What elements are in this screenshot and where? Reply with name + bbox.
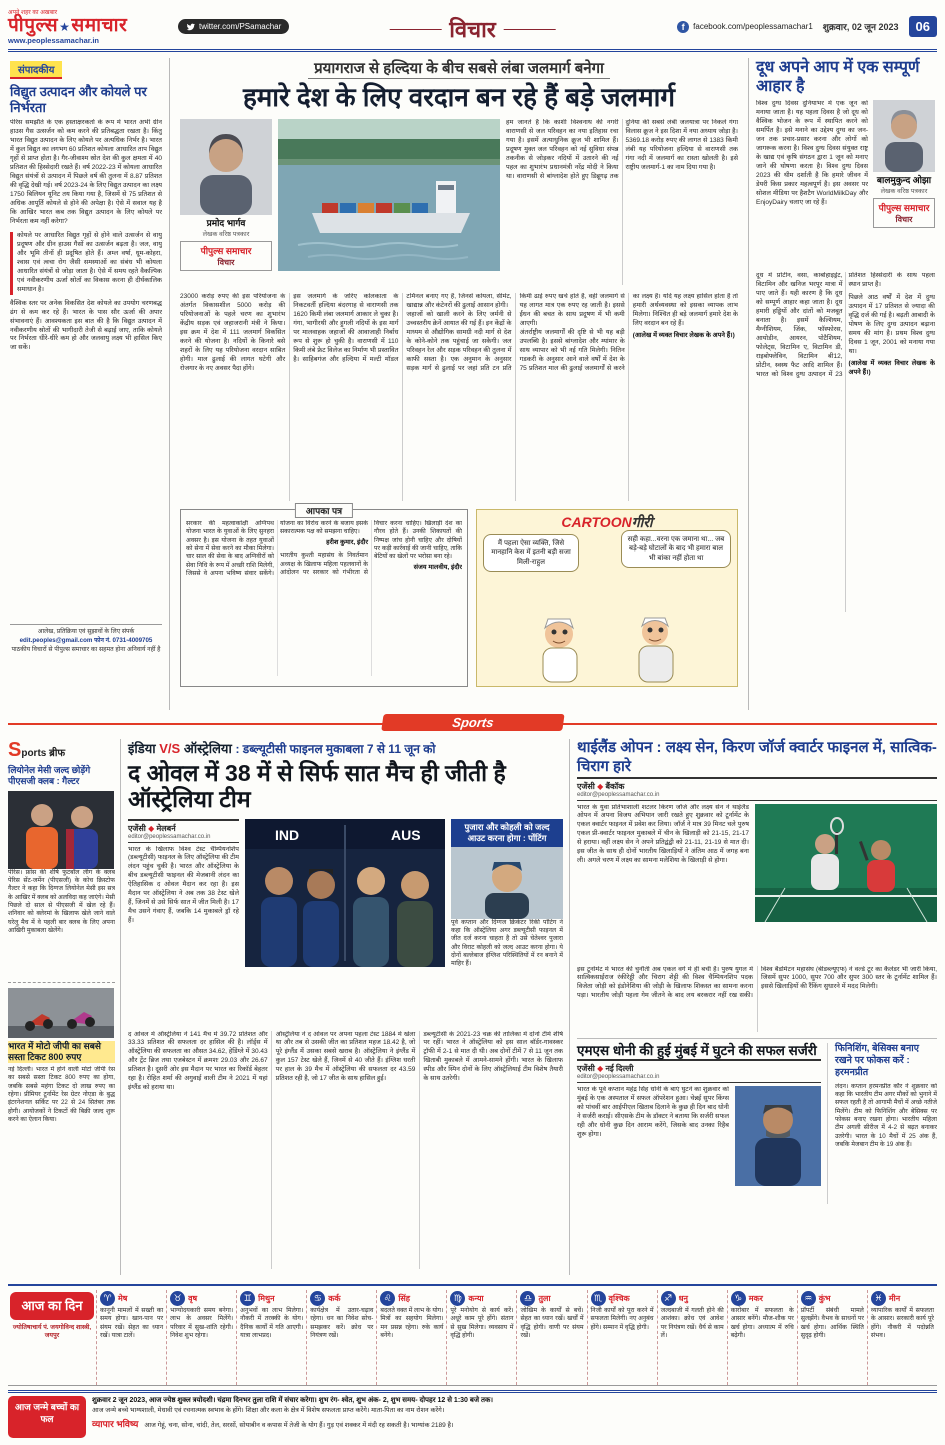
author-name: प्रमोद भार्गव xyxy=(206,217,246,228)
sagittarius-icon: ♐ xyxy=(661,1291,676,1306)
zodiac-text: निजी कार्यों को पूरा करने में सफलता मिलेगी। नए अनुबंध होंगे। सम्मान में वृद्धि होगी। xyxy=(590,1307,654,1331)
zodiac-text: प्रॉपर्टी संबंधी मामले सुलझेंगे। वैभव के साधनों पर खर्च होगा। आर्थिक स्थिति सुदृढ़ होगी। xyxy=(800,1307,864,1340)
sports-banner xyxy=(8,714,937,734)
wtc-headline: द ओवल में 38 में से सिर्फ सात मैच ही जीती है ऑस्ट्रेलिया टीम xyxy=(128,760,506,812)
cartoon-figures xyxy=(497,608,717,684)
contact-email: edit.peoples@gmail.com फोन नं. 0731-4009705 xyxy=(19,636,153,644)
facebook-icon: f xyxy=(677,21,689,33)
pisces-icon: ♓ xyxy=(871,1291,886,1306)
horoscope-strip xyxy=(8,1284,937,1386)
ponting-photo xyxy=(451,847,563,919)
logo-word-1: पीपुल्स xyxy=(8,15,59,37)
kicker-rest: : डब्ल्यूटीसी फाइनल मुकाबला 7 से 11 जून को xyxy=(235,742,436,756)
ornament-right xyxy=(504,29,556,30)
dhoni-text: भारत के पूर्व कप्तान महेंद्र सिंह धोनी के बाएं घुटने का शुक्रवार को मुंबई के एक अस्पताल में सफल ऑपरेशन हुआ। चेन्नई सुपर किंग्स को पांचवीं बार आईपीएल खिताब दिलाने के कुछ ही दिन बाद धोनी ने सर्जरी कराई। सीएसके टीम के डॉक्टर ने बताया कि सर्जरी सफल रही और धोनी कुछ दिन आराम करेंगे, जिसके बाद उनका रिहैब शुरू होगा। xyxy=(577,1085,729,1138)
logo-text xyxy=(8,16,178,36)
byline-diamond-icon: ◆ xyxy=(148,823,155,833)
waterway-ship-photo xyxy=(278,119,500,271)
zodiac-text: पूरे मनोयोग से कार्य करें। अधूरे काम पूरे होंगे। संतान से सुख मिलेगा। व्यवसाय में वृद्धि होगी। xyxy=(450,1307,514,1340)
milk-intro-row xyxy=(756,100,935,268)
milk-para: दूध में प्रोटीन, वसा, कार्बोहाइड्रेट, विटामिन और खनिज भरपूर मात्रा में पाए जाते हैं। यही कारण है कि दूध को सम्पूर्ण आहार कहा जाता है। दूध हमारी हड्डियों और दांतों को मजबूत बनाता है। इसमें कैल्शियम, मैग्नीशियम, जिंक, फॉस्फोरस, आयोडीन, आयरन, पोटैशियम, फोलेट्स, विटामिन ए, विटामिन डी, राइबोफ्लेविन, विटामिन बी12, प्रोटीन, स्वस्थ फैट आदि शामिल हैं। भारत को विश्व दुग्ध उत्पादन में 23 प्रतिशत हिस्सेदारी के साथ पहला स्थान प्राप्त है। xyxy=(756,272,935,379)
editorial-headline: विद्युत उत्पादन और कोयले पर निर्भरता xyxy=(10,84,147,115)
harmanpreet-text: लंदन। कप्तान हरमनप्रीत कौर ने शुक्रवार को कहा कि भारतीय टीम अगर मौकों को भुनाने में सफल रहती है तो आगामी मैचों में अच्छे नतीजे मिलेंगे। टीम को फिनिशिंग और बेसिक्स पर फोकस बनाए रखना होगा। भारतीय महिला टीम अगली सीरीज में 4-2 से बढ़त बनाकर उतरेगी। भारत के 10 मैचों में 25 अंक हैं, जबकि मेजबान टीम के 19 अंक हैं। xyxy=(835,1082,937,1149)
zodiac-text: कारोबार में सफलता के आसार बनेंगे। मौज-शौक पर खर्च होगा। अध्यात्म में रुचि बढ़ेगी। xyxy=(730,1307,794,1340)
milk-credit: (आलेख में व्यक्त विचार लेखक के अपने हैं।) xyxy=(848,360,935,377)
sports-banner-label: Sports xyxy=(381,714,565,731)
zodiac-text: कानूनी मामलों में सख्ती का समय होगा। खान-पान पर संयम रखें। सेहत का ध्यान रखें। यात्रा टालें। xyxy=(100,1307,164,1340)
cancer-icon: ♋ xyxy=(310,1291,325,1306)
zodiac-text: जोखिम के कार्यों से बचें। सेहत का ध्यान रखें। खर्चों में वृद्धि होगी। वाणी पर संयम रखें। xyxy=(520,1307,584,1340)
kicker-australia: ऑस्ट्रेलिया xyxy=(183,741,232,756)
byline-diamond-icon: ◆ xyxy=(597,781,604,791)
author-card xyxy=(180,119,272,287)
logo-tagline: अपने शहर का अखबार xyxy=(8,10,58,17)
main-article-para: जहाजों को खाली करने के लिए जर्मनी से उच्चस्तरीय क्रेनें आयात की गई हैं। इन केंद्रों के माध्यम से औद्योगिक सामग्री नदी मार्ग से देश के कोने-कोने तक पहुंचाई जा सकेगी। जल परिवहन रेल और सड़क परिवहन की तुलना में काफी सस्ता है। एक अनुमान के अनुसार सड़क मार्ग से ढुलाई पर जहां प्रति टन प्रति किमी ढाई रुपए खर्च होते हैं, वहीं जलमार्ग से यह लागत मात्र एक रुपए रह जाती है। इससे ईंधन की बचत के साथ प्रदूषण में भी कमी आएगी। xyxy=(406,292,625,372)
dhoni-byline-city: नई दिल्ली xyxy=(605,1063,634,1073)
wtc-para: द ओवल में ऑस्ट्रेलिया ने 141 मैच में 39.72 प्रतिशत और 33.33 प्रतिशत की सफलता दर हासिल की है। लॉर्ड्स में ऑस्ट्रेलिया की सफलता का औसत 34.62, हेडिंग्ले में 30.43 और ट्रेंट ब्रिज तथा एजबेस्टन में क्रमशः 29.03 और 26.67 प्रतिशत है। दूसरी ओर इस मैदान पर भारत का रिकॉर्ड बेहतर रहा है। रोहित शर्मा की अगुवाई वाली टीम ने 2021 में यहां इंग्लैंड को हराया था। xyxy=(128,1030,268,1092)
brief-big-s: S xyxy=(8,739,22,761)
main-article xyxy=(176,58,742,710)
sports-right-column xyxy=(577,739,937,1275)
editorial-para: वैश्विक स्तर पर अनेक विकसित देश कोयले का उपयोग चरणबद्ध ढंग से कम कर रहे हैं। भारत के पास सौर ऊर्जा की अपार संभावनाएं हैं। आवश्यकता इस बात की है कि विद्युत उत्पादन में नवीकरणीय स्रोतों की भागीदारी तेजी से बढ़ाई जाए, ताकि कोयले पर निर्भरता धीरे-धीरे कम हो और जलवायु लक्ष्य भी हासिल किए जा सकें। xyxy=(10,299,162,352)
zodiac-gemini: ♊ मिथुन अनुभवों का लाभ मिलेगा। नौकरी में तरक्की के योग। दैनिक कार्यों में गति आएगी। यात्रा लाभप्रद। xyxy=(236,1290,306,1385)
speech-bubble-2: सही कहा...वरना एक जमाना था... जब बड़े-बड़े घोटालों के बाद भी हमारा बाल भी बांका नहीं होता था xyxy=(621,530,731,568)
editorial-contact xyxy=(10,624,162,654)
milk-author-name: बालमुकुन्द ओझा xyxy=(876,175,932,186)
thailand-continued: इस टूर्नामेंट में भारत की चुनौती अब एकल वर्ग में ही बची है। पुरुष युगल में सात्विकसाईराज रंकीरेड्डी और चिराग शेट्टी की विश्व चैम्पियनशिप पदक विजेता जोड़ी को इंडोनेशिया की जोड़ी के खिलाफ शिकस्त का सामना करना पड़ा। भारतीय जोड़ी पहला गेम जीतने के बाद लय बरकरार नहीं रख सकी। विश्व बैडमिंटन महासंघ (बीडब्ल्यूएफ) ने वर्ल्ड टूर का कैलेंडर भी जारी किया, जिसमें सुपर 1000, सुपर 700 और सुपर 300 स्तर के टूर्नामेंट शामिल हैं। इससे खिलाड़ियों की रैंकिंग सुधारने में मदद मिलेगी। xyxy=(577,965,937,1000)
main-article-para: 23000 करोड़ रुपए की इस परियोजना के अंतर्गत विकासशील 5000 करोड़ की परियोजनाओं के पहले चरण का शुभारंभ केंद्रीय सड़क एवं जहाजरानी मंत्री ने किया। इस क्रम में देश में 111 जलमार्ग विकसित करने की योजना है। नदियों के किनारे बसे शहरों के लिए यह परियोजना वरदान साबित होगी। माल ढुलाई की लागत घटेगी और रोजगार के नए अवसर पैदा होंगे। xyxy=(180,292,286,372)
zodiac-scorpio: ♏ वृश्चिक निजी कार्यों को पूरा करने में सफलता मिलेगी। नए अनुबंध होंगे। सम्मान में वृद्धि होगी। xyxy=(587,1290,657,1385)
editorial-para: पेरिस समझौते के एक हस्ताक्षरकर्ता के रूप में भारत अभी ग्रीन हाउस गैस उत्सर्जन को कम करने की प्रतिबद्धता रखता है। किंतु भारत विद्युत उत्पादन के लिए कोयले पर अत्यधिक निर्भर है। भारत में कुल विद्युत का लगभग 60 प्रतिशत कोयला आधारित ताप विद्युत गृहों से प्राप्त होता है। गैर-जीवाश्म स्रोत देश की कुल क्षमता में 40 प्रतिशत की हिस्सेदारी रखते हैं। वर्ष 2022-23 में कोयला आधारित विद्युत संयंत्रों से उत्पादन में पिछले वर्ष की तुलना में 8.87 प्रतिशत की वृद्धि देखी गई। वर्ष 2023-24 के लिए विद्युत उत्पादन का लक्ष्य 1750 बिलियन यूनिट तय किया गया है, जिसमें से 75 प्रतिशत से अधिक आपूर्ति कोयले से होने की अपेक्षा है। ऐसे में सवाल यह है कि आखिर भारत कब तक विद्युत उत्पादन के लिए कोयले पर निर्भरता कम नहीं करेगा? xyxy=(10,119,162,225)
edition-date: शुक्रवार, 02 जून 2023 xyxy=(822,22,899,32)
main-body-columns xyxy=(180,293,738,501)
twitter-url: twitter.com/PSamachar xyxy=(199,22,282,31)
svg-text:AUS: AUS xyxy=(391,826,421,843)
zodiac-aries: ♈ मेष कानूनी मामलों में सख्ती का समय होगा। खान-पान पर संयम रखें। सेहत का ध्यान रखें। यात्रा टालें। xyxy=(96,1290,166,1385)
brief-header-rest: ports ब्रीफ xyxy=(21,748,66,759)
th-byline-city: बैंकॉक xyxy=(605,781,625,791)
main-article-para: अंतर्राष्ट्रीय जलमार्गों की दृष्टि से भी यह बड़ी उपलब्धि है। इससे बांग्लादेश और म्यांमार के साथ व्यापार को भी नई गति मिलेगी। नितिन गडकरी के अनुसार आने वाले वर्षों में देश के 75 प्रतिशत माल की ढुलाई जलमार्गों से करने का लक्ष्य है। यदि यह लक्ष्य हासिल होता है तो हमारी अर्थव्यवस्था को इसका व्यापक लाभ मिलेगा। निश्चित ही बड़े जलमार्ग हमारे देश के लिए वरदान बन रहे हैं। xyxy=(519,292,738,372)
wtc-para: ऑस्ट्रेलिया ने द ओवल पर अपना पहला टेस्ट 1884 में खेला था और तब से उसकी जीत का प्रतिशत महज 18.42 है, जो पूरे इंग्लैंड में उसका सबसे खराब है। ऑस्ट्रेलिया ने इंग्लैंड में कुल 157 टेस्ट खेले हैं, जिनमें से 40 जीते हैं। इंग्लिश धरती पर हाल के 39 मैच में ऑस्ट्रेलिया की सफलता दर 43.59 प्रतिशत रही है, जो 17 जीत के साथ हासिल हुई। xyxy=(275,1030,416,1083)
milk-brand-logo: पीपुल्स समाचार xyxy=(878,203,930,214)
zodiac-text: भाग्योदयकारी समय बनेगा। लाभ के अवसर मिलेंगे। परिवार में सुख-शांति रहेगी। निवेश शुभ रहेगा। xyxy=(170,1307,234,1340)
taurus-icon: ♉ xyxy=(170,1291,185,1306)
horoscope-title: आज का दिन xyxy=(10,1292,94,1320)
th-byline-agency: एजेंसी xyxy=(577,781,595,791)
wtc-media-row xyxy=(128,819,563,1027)
main-bottom-row xyxy=(180,505,738,687)
section-title xyxy=(389,14,556,44)
contact-line-1: आलेख, प्रतिक्रिया एवं सुझावों के लिए संपर्क xyxy=(37,628,135,636)
main-article-para: हम जानते हैं कि काशी विश्वनाथ की नगरी वाराणसी से जल परिवहन का नया इतिहास रचा गया है। इसमें अत्याधुनिक क्रूज भी शामिल हैं। प्रदूषण मुक्त जल परिवहन को नई सुविधा संपन्न तकनीक से जोड़कर नदियों में उतारने की नई पहल का शुभारंभ प्रधानमंत्री नरेंद्र मोदी ने किया था। वाराणसी से बांग्लादेश होते हुए डिब्रूगढ़ तक दुनिया की सबसे लंबी जलयात्रा पर निकले गंगा विलास क्रूज ने इस दिशा में नया अध्याय जोड़ा है। 5369.18 करोड़ रुपए की लागत से 1383 किमी लंबी यह परियोजना हल्दिया से वाराणसी तक गंगा नदी में जलमार्ग का रास्ता खोलती है। इसे राष्ट्रीय जलमार्ग-1 का नाम दिया गया है। xyxy=(506,118,738,180)
badminton-photo xyxy=(755,804,937,922)
byline-diamond-icon: ◆ xyxy=(597,1063,604,1073)
milk-headline: दूध अपने आप में एक सम्पूर्ण आहार है xyxy=(756,59,920,96)
brief-divider xyxy=(8,982,115,983)
ornament-left xyxy=(389,29,441,30)
milk-intro-text: विश्व दुग्ध दिवस दुनियाभर में एक जून को मनाया जाता है। यह पहला दिवस है जो दूध को वैश्विक भोजन के रूप में स्थापित करने को समर्पित है। इसे मनाने का उद्देश्य दुग्ध का जन-जन तक प्रचार-प्रसार करना और लोगों को जागरूक करना है। विश्व दुग्ध दिवस संयुक्त राष्ट्र के खाद्य एवं कृषि संगठन द्वारा 1 जून को मनाए जाने की घोषणा करता है। विश्व दुग्ध दिवस 2023 की थीम दर्शाती है कि हमारे जीवन में डेयरी किस प्रकार महत्वपूर्ण है। इस अवसर पर सोशल मीडिया पर हैशटैग WorldMilkDay और EnjoyDairy चलाए जा रहे हैं। xyxy=(756,100,868,207)
facebook-handle xyxy=(677,21,813,33)
twitter-handle xyxy=(178,19,289,34)
virgo-icon: ♍ xyxy=(450,1291,465,1306)
author-photo xyxy=(180,119,272,215)
zodiac-aquarius: ♒ कुंभ प्रॉपर्टी संबंधी मामले सुलझेंगे। वैभव के साधनों पर खर्च होगा। आर्थिक स्थिति सुदृढ़ होगी। xyxy=(797,1290,867,1385)
wtc-first-column xyxy=(128,819,239,1027)
cartoon-title-hi: गीरी xyxy=(631,513,653,530)
harmanpreet-headline: फिनिशिंग, बेसिक्स बनाए रखने पर फोकस करें : हरमनप्रीत xyxy=(835,1042,919,1079)
dhoni-byline-email: editor@peoplessamachar.co.in xyxy=(577,1073,660,1080)
astrologer-name: ज्योतिषाचार्य पं. जयगोविन्द शास्त्री, जयपुर xyxy=(12,1323,92,1340)
zodiac-text: जल्दबाजी में गलती होने की आशंका। क्रोध एवं आवेश पर नियंत्रण रखें। धैर्य से काम लें। xyxy=(660,1307,724,1340)
zodiac-text: व्यापारिक कार्यों में सफलता के आसार। सरकारी कार्य पूरे होंगे। नौकरी में पदोन्नति संभव। xyxy=(870,1307,934,1340)
main-intro-text xyxy=(506,119,738,285)
editorial-body xyxy=(10,119,162,619)
leo-icon: ♌ xyxy=(380,1291,395,1306)
brand-box xyxy=(180,241,272,271)
sports-bottom-row xyxy=(577,1038,937,1204)
editorial-column xyxy=(8,58,170,710)
capricorn-icon: ♑ xyxy=(731,1291,746,1306)
newspaper-logo xyxy=(8,8,178,45)
zodiac-text: बदलते वक्त में लाभ के योग। मित्रों का सहयोग मिलेगा। मन प्रसन्न रहेगा। रुके कार्य बनेंगे। xyxy=(380,1307,444,1340)
editorial-para: कोयले पर आधारित विद्युत गृहों से होने वाले उत्सर्जन से वायु प्रदूषण और ग्रीन हाउस गैसों का उत्सर्जन बढ़ता है। जल, वायु और भूमि तीनों ही प्रदूषित होते हैं। अम्ल वर्षा, धूम-कोहरा, श्वास एवं त्वचा रोग जैसी समस्याओं का संबंध भी कोयला आधारित संयंत्रों से जोड़ा जाता है। ऐसे में समय रहते वैकल्पिक एवं नवीकरणीय ऊर्जा स्रोतों का विकास करना ही दीर्घकालिक समाधान है। xyxy=(10,232,162,295)
thailand-byline xyxy=(577,777,937,801)
wtc-article xyxy=(128,739,570,1275)
zodiac-libra: ♎ तुला जोखिम के कार्यों से बचें। सेहत का ध्यान रखें। खर्चों में वृद्धि होगी। वाणी पर संयम रखें। xyxy=(516,1290,586,1385)
dhoni-article xyxy=(577,1043,828,1204)
zodiac-text: अनुभवों का लाभ मिलेगा। नौकरी में तरक्की के योग। दैनिक कार्यों में गति आएगी। यात्रा लाभप्रद। xyxy=(240,1307,304,1340)
main-headline: हमारे देश के लिए वरदान बन रहे हैं बड़े जलमार्ग xyxy=(242,82,676,112)
business-forecast-text: आज गेहूं, चना, सोना, चांदी, तेल, सरसों, सोयाबीन व कपास में तेजी के योग हैं। गुड़ एवं शक्कर में मंदी रह सकती है। भाग्यांक 2189 है। xyxy=(144,1421,454,1429)
zodiac-text: कार्यक्षेत्र में उतार-चढ़ाव रहेगा। धन का निवेश सोच-समझकर करें। क्रोध पर नियंत्रण रखें। xyxy=(310,1307,374,1340)
logo-star-icon: ★ xyxy=(59,20,71,35)
messi-photo xyxy=(8,791,114,869)
milk-author-card xyxy=(873,100,935,268)
byline-agency: एजेंसी xyxy=(128,823,146,833)
masthead-right xyxy=(677,16,937,37)
wtc-byline xyxy=(128,819,239,843)
dhoni-photo xyxy=(735,1086,821,1186)
ponting-text: पूर्व कप्तान और दिग्गज क्रिकेटर रिकी पोंटिंग ने कहा कि ऑस्ट्रेलिया अगर डब्ल्यूटीसी फाइनल में जीत दर्ज करना चाहता है तो उसे चेतेश्वर पुजारा और विराट कोहली को जल्द आउट करना होगा। ये दोनों बल्लेबाज इंग्लिश परिस्थितियों में रन बनाने में माहिर हैं। xyxy=(451,918,563,968)
business-forecast-label: व्यापार भविष्य xyxy=(92,1418,139,1429)
milk-author-photo xyxy=(873,100,935,172)
letter-signature: संजय मालवीय, इंदौर xyxy=(413,563,462,571)
main-media-row xyxy=(180,119,738,287)
bottom-strip-text xyxy=(92,1396,937,1440)
dhoni-byline xyxy=(577,1059,821,1083)
sports-section xyxy=(8,714,937,1280)
birth-result-box: आज जन्मे बच्चों का फल xyxy=(8,1396,86,1438)
messi-brief-headline: लियोनेल मेसी जल्द छोड़ेंगे पीएसजी क्लब : गैल्टर xyxy=(8,765,91,787)
business-forecast xyxy=(92,1418,937,1431)
milk-body-columns xyxy=(756,272,935,612)
milk-article xyxy=(748,58,937,710)
wtc-kicker xyxy=(128,739,563,757)
zodiac-virgo: ♍ कन्या पूरे मनोयोग से कार्य करें। अधूरे काम पूरे होंगे। संतान से सुख मिलेगा। व्यवसाय में वृद्धि होगी। xyxy=(446,1290,516,1385)
section-name: विचार xyxy=(449,17,496,42)
panchang-line: शुक्रवार 2 जून 2023, आज ज्येष्ठ शुक्ल त्रयोदशी। चंद्रमा दिनभर तुला राशि में संचार करेगा। शुभ रंग- श्वेत, शुभ अंक- 2, शुभ समय- दोपहर 12 से 1:30 बजे तक। xyxy=(92,1397,494,1404)
sports-brief-header xyxy=(8,739,115,762)
letters-box xyxy=(180,505,468,687)
zodiac-capricorn: ♑ मकर कारोबार में सफलता के आसार बनेंगे। मौज-शौक पर खर्च होगा। अध्यात्म में रुचि बढ़ेगी। xyxy=(727,1290,797,1385)
milk-para: पिछले आठ वर्षों में देश में दुग्ध उत्पादन में 17 प्रतिशत से ज्यादा की वृद्धि दर्ज की गई है। बढ़ती आबादी के पोषण के लिए दुग्ध उत्पादन बढ़ाना समय की मांग है। प्रथम विश्व दुग्ध दिवस 1 जून, 2001 को मनाया गया था। xyxy=(848,294,935,356)
author-credit: (आलेख में व्यक्त विचार लेखक के अपने हैं।) xyxy=(632,331,735,339)
zodiac-leo: ♌ सिंह बदलते वक्त में लाभ के योग। मित्रों का सहयोग मिलेगा। मन प्रसन्न रहेगा। रुके कार्य बनेंगे। xyxy=(376,1290,446,1385)
letter-text: सरकार की महत्वाकांक्षी अग्निपथ योजना भारत के युवाओं के लिए सुनहरा अवसर है। इस योजना के तहत युवाओं को सेना में सेवा करने का मौका मिलेगा। चार साल की सेवा के बाद अग्निवीरों को सेवा निधि के रूप में अच्छी राशि मिलेगी, जिससे वे अपना भविष्य संवार सकेंगे। योजना का विरोध करने के बजाय इसके सकारात्मक पक्ष को समझना चाहिए। xyxy=(186,519,368,578)
facebook-url: facebook.com/peoplessamachar1 xyxy=(693,22,813,31)
dhoni-headline: एमएस धोनी की हुई मुंबई में घुटने की सफल सर्जरी xyxy=(577,1042,817,1058)
horoscope-header xyxy=(8,1290,96,1385)
motogp-brief-headline: भारत में मोटो जीपी का सबसे सस्ता टिकट 800 रुपए xyxy=(8,1041,115,1064)
dhoni-media-row xyxy=(577,1086,821,1204)
zodiac-taurus: ♉ वृष भाग्योदयकारी समय बनेगा। लाभ के अवसर मिलेंगे। परिवार में सुख-शांति रहेगी। निवेश शुभ रहेगा। xyxy=(166,1290,236,1385)
brand-logo-text: पीपुल्स समाचार xyxy=(200,245,252,256)
letters-title: आपका पत्र xyxy=(295,503,353,518)
libra-icon: ♎ xyxy=(520,1291,535,1306)
ponting-box xyxy=(451,819,563,1027)
editorial-tag: संपादकीय xyxy=(10,61,62,79)
sports-grid xyxy=(8,739,937,1275)
logo-word-2: समाचार xyxy=(71,15,128,37)
ponting-headline: पुजारा और कोहली को जल्द आउट करना होगा : पोंटिंग xyxy=(451,819,563,847)
letter-signature: हरीश कुमार, इंदौर xyxy=(326,538,368,546)
thailand-col1: भारत के युवा प्रतिभाशाली शटलर किरण जॉर्ज और लक्ष्य सेन ने थाईलैंड ओपन में अपना विजय अभियान जारी रखते हुए शुक्रवार को टूर्नामेंट के एकल क्वार्टर फाइनल में प्रवेश कर लिया। जॉर्ज ने मात्र 39 मिनट चले पुरुष एकल प्री-क्वार्टर फाइनल मुकाबले में चीन के खिलाड़ी को 21-15, 21-17 से हराया। वहीं लक्ष्य सेन ने अपने प्रतिद्वंद्वी को 21-11, 21-19 से मात दी। इस जीत के साथ ही दोनों भारतीय खिलाड़ियों ने अंतिम आठ में जगह बना ली। अगले चरण में लक्ष्य का सामना मलेशिया के खिलाड़ी से होगा। xyxy=(577,803,749,865)
byline-city: मेलबर्न xyxy=(156,823,176,833)
masthead xyxy=(8,4,937,52)
main-kicker xyxy=(180,58,738,78)
main-article-para: इस जलमार्ग के जरिए कोलकाता के निकटवर्ती हल्दिया बंदरगाह से वाराणसी तक 1620 किमी लंबा जलमार्ग आकार ले चुका है। गंगा, भागीरथी और हुगली नदियों के इस मार्ग पर मालवाहक जहाजों की आवाजाही निर्बाध रूप से शुरू हो चुकी है। वाराणसी में 110 किमी लंबे फ्रेट विलेज का निर्माण भी प्रस्तावित है। साहिबगंज और हल्दिया में मल्टी मॉडल टर्मिनल बनाए गए हैं, जिनसे कोयला, सीमेंट, खाद्यान्न और कंटेनरों की ढुलाई आसान होगी। xyxy=(293,292,512,363)
milk-brand-box xyxy=(873,198,935,228)
letter-text: भारतीय कुश्ती महासंघ के निवर्तमान अध्यक्ष के खिलाफ महिला पहलवानों के आंदोलन पर सरकार को गंभीरता से विचार करना चाहिए। खिलाड़ी देश का गौरव होते हैं। उनकी शिकायतों की निष्पक्ष जांच होनी चाहिए और दोषियों पर कड़ी कार्रवाई की जानी चाहिए, ताकि बेटियों का खेलों पर भरोसा बना रहे। xyxy=(280,519,462,577)
wtc-col1-text: भारत के खिलाफ विश्व टेस्ट चैम्पियनशिप (डब्ल्यूटीसी) फाइनल के लिए ऑस्ट्रेलिया की टीम लंदन पहुंच चुकी है। भारत और ऑस्ट्रेलिया के बीच डब्ल्यूटीसी फाइनल की मेजबानी लंदन का ऐतिहासिक द ओवल मैदान कर रहा है। इस मैदान पर ऑस्ट्रेलिया ने अब तक 38 टेस्ट खेले हैं, जिनमें से उसे सिर्फ सात में जीत मिली है। 17 मैच उसने गंवाए हैं, जबकि 14 मुकाबले ड्रॉ रहे हैं। xyxy=(128,845,239,925)
messi-brief-text: पेरिस। फ्रांस की शीर्ष फुटबॉल लीग के क्लब पेरिस सेंट-जर्मेन (पीएसजी) के कोच क्रिस्टोफ गैल्टर ने कहा कि दिग्गज लियोनेल मेसी इस सत्र के आखिर में क्लब को अलविदा कह जाएंगे। मेसी पिछले दो साल से पीएसजी में खेल रहे हैं। शनिवार को क्लेरमां के खिलाफ खेले जाने वाले घरेलू मैच में वे पहली बार क्लब के लिए अपना आखिरी मुकाबला खेलेंगे। xyxy=(8,868,115,935)
motogp-brief-text: नई दिल्ली। भारत में होने वाली मोटो जीपी रेस का सबसे सस्ता टिकट 800 रुपए का होगा, जबकि सबसे महंगा टिकट दो लाख रुपए का रहेगा। प्रीमियर टूर्नामेंट रेस ग्रेटर नोएडा के बुद्ध इंटरनेशनल सर्किट पर 22 से 24 सितंबर तक होगी। आयोजकों ने टिकटों की बिक्री जल्द शुरू करने का ऐलान किया। xyxy=(8,1066,115,1124)
aquarius-icon: ♒ xyxy=(801,1291,816,1306)
wtc-body-columns xyxy=(128,1031,563,1269)
contact-disclaimer: पाठकीय विचारों से पीपुल्स समाचार का सहमत होना अनिवार्य नहीं है xyxy=(11,645,161,653)
milk-author-role: लेखक वरिष्ठ पत्रकार xyxy=(880,188,928,196)
harmanpreet-article xyxy=(835,1043,937,1204)
kicker-vs: V/S xyxy=(159,741,181,756)
author-role: लेखक वरिष्ठ पत्रकार xyxy=(202,230,250,238)
sports-brief-rail xyxy=(8,739,121,1275)
dhoni-byline-agency: एजेंसी xyxy=(577,1063,595,1073)
wtc-para: डब्ल्यूटीसी के 2021-23 चक्र की तालिका में दोनों टीमें शीर्ष पर रहीं। भारत ने ऑस्ट्रेलिया को इस साल बॉर्डर-गावस्कर ट्रॉफी में 2-1 से मात दी थी। अब दोनों टीमें 7 से 11 जून तक खिताबी मुकाबले में आमने-सामने होंगी। भारत के खिलाफ स्पीड और स्पिन दोनों के लिए ऑस्ट्रेलियाई टीम विशेष तैयारी के साथ उतरेगी। xyxy=(423,1030,563,1083)
milk-brand-section: विचार xyxy=(895,215,913,225)
zodiac-sagittarius: ♐ धनु जल्दबाजी में गलती होने की आशंका। क्रोध एवं आवेश पर नियंत्रण रखें। धैर्य से काम लें। xyxy=(657,1290,727,1385)
main-kicker-text: प्रयागराज से हल्दिया के बीच सबसे लंबा जलमार्ग बनेगा xyxy=(308,60,610,79)
cartoon-box xyxy=(476,509,738,687)
aries-icon: ♈ xyxy=(100,1291,115,1306)
svg-text:IND: IND xyxy=(275,826,300,843)
thailand-headline: थाईलैंड ओपन : लक्ष्य सेन, किरण जॉर्ज क्वार्टर फाइनल में, सात्विक-चिराग हारे xyxy=(577,739,937,775)
ind-aus-players-photo xyxy=(245,819,445,967)
page-number: 06 xyxy=(909,16,937,37)
motogp-photo xyxy=(8,988,114,1038)
gemini-icon: ♊ xyxy=(240,1291,255,1306)
scorpio-icon: ♏ xyxy=(591,1291,606,1306)
zodiac-cancer: ♋ कर्क कार्यक्षेत्र में उतार-चढ़ाव रहेगा। धन का निवेश सोच-समझकर करें। क्रोध पर नियंत्रण रखें। xyxy=(306,1290,376,1385)
speech-bubble-1: मैं पहला ऐसा व्यक्ति, जिसे मानहानि केस में इतनी बड़ी सजा मिली-राहुल xyxy=(483,534,579,572)
thailand-media-row xyxy=(577,804,937,962)
website-url: www.peoplessamachar.in xyxy=(8,35,100,45)
th-byline-email: editor@peoplessamachar.co.in xyxy=(577,791,660,798)
cartoon-title-en: CARTOON xyxy=(561,513,632,530)
kicker-india: इंडिया xyxy=(128,741,156,756)
brand-section-text: विचार xyxy=(217,257,235,267)
birth-result-text: आज जन्मे बच्चे भाग्यशाली, मेधावी एवं रचनात्मक स्वभाव के होंगे। शिक्षा और कला के क्षेत्र में विशेष सफलता प्राप्त करेंगे। माता-पिता का नाम रोशन करेंगे। xyxy=(92,1407,445,1414)
twitter-icon xyxy=(186,22,195,31)
letters-body xyxy=(186,520,462,676)
bottom-strip xyxy=(8,1390,937,1440)
byline-email: editor@peoplessamachar.co.in xyxy=(128,833,211,840)
zodiac-pisces: ♓ मीन व्यापारिक कार्यों में सफलता के आसार। सरकारी कार्य पूरे होंगे। नौकरी में पदोन्नति संभव। xyxy=(867,1290,937,1385)
